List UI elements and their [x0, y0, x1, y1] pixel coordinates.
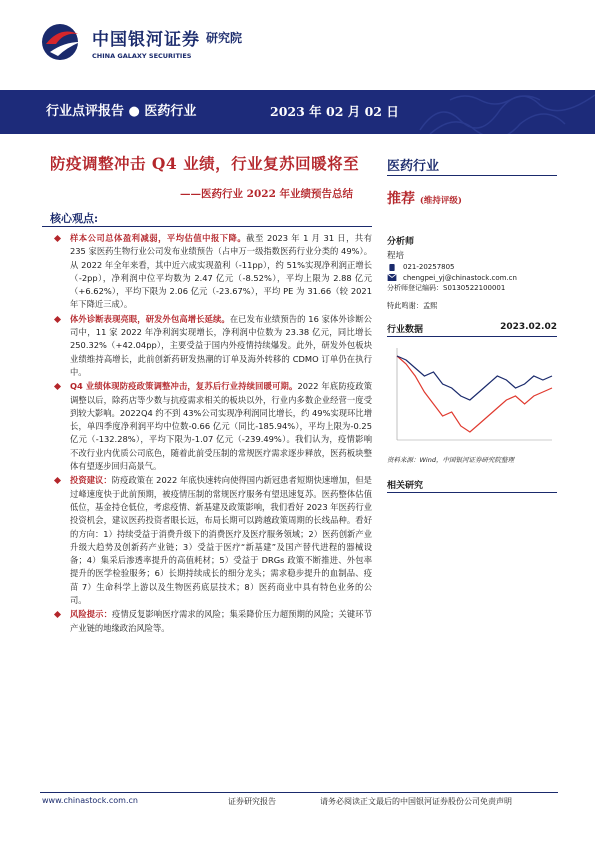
- paragraph-text: 截至 2023 年 1 月 31 日，共有 235 家医药生物行业公司发布业绩预告（占申万一级指数医药行业分类的 49%）。从 2022 年全年来看，其中近六成实现盈利（-11pp），约 51%实现净利润正增长（-2pp），净利润中位平均数为 2.47 亿元（-8.52%），平均上限为 2.88 亿元（+6.62%），平均下限为 2.06 亿元（-23.67%），平均 PE 为 31.66（较 2021 年下降近三成）。: [70, 233, 372, 310]
- chart-source: 资料来源：Wind，中国银河证券研究院整理: [387, 456, 514, 464]
- special-thanks: 特此鸣谢：孟熙: [387, 301, 438, 310]
- core-paragraph: [50, 474, 372, 607]
- series-line-1: [397, 356, 552, 400]
- galaxy-logo-icon: [40, 22, 86, 62]
- logo-en-text: CHINA GALAXY SECURITIES: [92, 51, 192, 60]
- related-research-heading: 相关研究: [387, 481, 424, 491]
- bullet-icon: [54, 235, 61, 242]
- paragraph-highlight: 投资建议：: [70, 475, 112, 486]
- paragraph-highlight: 样本公司总体盈利减弱，平均估值中报下降。: [70, 233, 247, 243]
- analyst-name: 程培: [387, 251, 405, 261]
- paragraph-text: 防疫政策在 2022 年底快速转向使得国内新冠患者短期快速增加，但是过峰速度快于此前预期，被疫情压制的常规医疗服务有望迅速复苏。医药整体估值低位，基金持仓低位，考虑疫情、新基建及政策影响，我们看好 2023 年医药行业投资机会，建议医药投资者眼长远，布局长期可以跨越政策周期的长线品种。看好的方向：1）持续受益于消费升级下的消费医疗及医疗服务领域；2）医药创新产业升级大趋势及创新药产业链；3）受益于医疗“新基建”及国产替代进程的器械设备；4）集采后渗透率提升的高值耗材；5）受益于 DRGs 政策不断推进、外包率提升的医学检验服务；6）长期持续成长的细分龙头；需求稳步提升的血制品、疫苗 7）生命科学上游以及生物医药底层技术；8）医药商业中具有特色业务的公司。: [70, 475, 372, 606]
- banner-report-type: [46, 90, 196, 134]
- data-divider: [387, 336, 557, 337]
- analyst-contact: [387, 262, 557, 294]
- logo-cn-text: 中国银河证券: [92, 29, 200, 50]
- footer-divider: [40, 792, 558, 793]
- rating-block: [387, 188, 557, 208]
- email-row: [387, 273, 557, 284]
- report-title: 防疫调整冲击 Q4 业绩，行业复苏回暖将至: [50, 154, 360, 173]
- bullet-icon: [54, 477, 61, 484]
- paragraph-highlight: Q4 业绩体现防疫政策调整冲击，复苏后行业持续回暖可期。: [70, 381, 298, 392]
- data-heading-label: 行业数据: [387, 325, 424, 335]
- institute-label: 研究院: [206, 30, 243, 45]
- phone-icon: [387, 264, 397, 271]
- bullet-icon: [54, 611, 61, 618]
- paragraph-text: 疫情反复影响医疗需求的风险；集采降价压力超预期的风险；关键环节产业链的地缘政治风险等。: [70, 609, 372, 633]
- rating-label: 推荐: [387, 191, 415, 207]
- series-line-0: [397, 356, 552, 432]
- footer-report-type: 证券研究报告: [228, 797, 276, 806]
- core-paragraph: [50, 232, 372, 312]
- core-divider: [42, 226, 372, 227]
- footer-disclaimer: 请务必阅读正文最后的中国银河证券股份公司免责声明: [320, 797, 512, 806]
- phone-row: [387, 262, 557, 273]
- banner-dot: ●: [128, 104, 145, 119]
- bullet-icon: [54, 316, 61, 323]
- company-logo: [40, 22, 242, 62]
- core-paragraph: [50, 608, 372, 635]
- bullet-icon: [54, 383, 61, 390]
- sidebar-divider: [387, 175, 557, 176]
- paragraph-highlight: 体外诊断表现亮眼，研发外包高增长延续。: [70, 313, 230, 324]
- email-text[interactable]: chengpei_yj@chinastock.com.cn: [403, 273, 517, 282]
- header-banner: [0, 90, 595, 134]
- phone-text: 021-20257805: [403, 263, 455, 271]
- report-subtitle: ——医药行业 2022 年业绩预告总结: [180, 188, 354, 200]
- sidebar-industry: 医药行业: [387, 159, 440, 174]
- email-icon: [387, 274, 397, 281]
- license-text: 分析师登记编码：S0130522100001: [387, 284, 506, 292]
- core-body: [50, 232, 372, 636]
- report-date: 2023 年 02 月 02 日: [270, 104, 399, 119]
- paragraph-text: 在已发布业绩预告的 16 家体外诊断公司中，11 家 2022 年净利润实现增长，净利润中位数为 23.38 亿元，同比增长 250.32%（+42.04pp），主要受益于国内外疫情持续爆发。此外，研发外包板块业绩维持高增长，此前创新药研发热潮的订单及海外转移的 CDMO 订单仍在执行中。: [70, 313, 372, 377]
- paragraph-highlight: 风险提示：: [70, 609, 112, 620]
- report-type-label: 行业点评报告: [46, 104, 125, 119]
- data-date-label: 2023.02.02: [500, 322, 557, 332]
- industry-line-chart: [387, 340, 557, 450]
- footer-site-link[interactable]: www.chinastock.com.cn: [42, 796, 138, 805]
- core-paragraph: [50, 380, 372, 473]
- analyst-heading: 分析师: [387, 237, 415, 247]
- industry-data-heading: [387, 322, 557, 335]
- sector-label: 医药行业: [144, 104, 197, 119]
- rating-note: (维持评级): [419, 196, 462, 206]
- paragraph-text: 2022 年底防疫政策调整以后，除药店等少数与抗疫需求相关的板块以外，行业内多数企业经营一度受到较大影响。2022Q4 约不到 43%公司实现净利润同比增长，约 49%实现环比增长，单四季度净利润平均中位数-0.66 亿元（同比-185.94%），平均上限为-0.25 亿元（-132.28%），平均下限为-1.07 亿元（-239.49%）。我们认为，疫情影响不改行业内优质公司底色，随着此前受压制的常规医疗需求逐步释放，医药板块整体有望逐步回归高景气。: [70, 381, 372, 472]
- related-divider: [387, 492, 557, 493]
- core-paragraph: [50, 313, 372, 379]
- core-heading: 核心观点:: [50, 212, 99, 225]
